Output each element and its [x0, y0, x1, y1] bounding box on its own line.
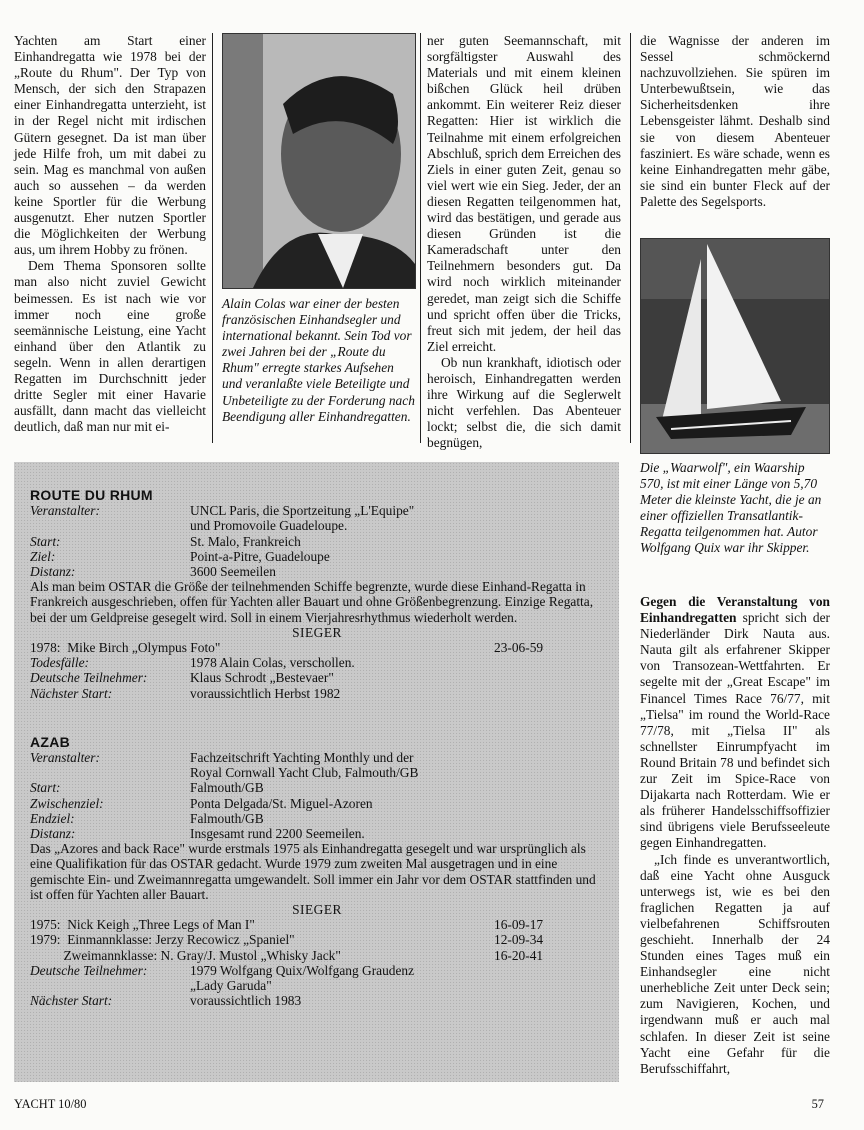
lead-in-bold: Gegen die Veranstaltung von Einhandregatten [640, 594, 830, 626]
info-key: Start: [30, 533, 61, 549]
info-value: Klaus Schrodt „Bestevaer" [190, 670, 334, 686]
winner-time: 23-06-59 [494, 640, 544, 656]
info-value: Falmouth/GB [190, 780, 264, 796]
info-value: Point-a-Pitre, Guadeloupe [190, 548, 330, 564]
info-row [30, 655, 604, 670]
lead-text: spricht sich der Niederländer Dirk Nauta aus. Nauta gilt als erfahrener Skipper von Transozean-Wettfahrten. Er segelte mit der „Great Escape" im Financel Times Race 76/77, mit „Tielsa" im round the World-Race 77/78, mit „Tielsa II" als schnellster Einrumpfyacht im Round Britain 78 und befindet sich zur Zeit im Spice-Race von Dijakarta nach Rotterdam. Wie er als früherer Handelsschiffsoffizier sind übrigens viele Berufsseeleute gegen Einhandregatten. [640, 610, 830, 851]
info-row [30, 978, 604, 993]
info-row [30, 564, 604, 579]
info-key: Veranstalter: [30, 750, 100, 766]
info-key: Nächster Start: [30, 993, 113, 1009]
info-value: 1978 Alain Colas, verschollen. [190, 655, 355, 671]
info-key: Todesfälle: [30, 655, 90, 671]
info-row [30, 780, 604, 795]
article-column-4b [640, 594, 830, 1077]
footer-magazine: YACHT 10/80 [14, 1097, 87, 1111]
info-value: Ponta Delgada/St. Miguel-Azoren [190, 795, 373, 811]
boat-caption: Die „Waarwolf", ein Waarship 570, ist mit einer Länge von 5,70 Meter die kleinste Yacht, die je an einer offiziellen Transatlantik-Regatta teilgenommen hat. Autor Wolfgang Quix war ihr Skipper. [640, 460, 822, 556]
info-row [30, 503, 604, 518]
article-column-3 [427, 33, 621, 451]
info-row [30, 963, 604, 978]
info-key: Nächster Start: [30, 685, 113, 701]
info-value: Insgesamt rund 2200 Seemeilen. [190, 826, 365, 842]
info-key: Distanz: [30, 826, 76, 842]
paragraph: Yachten am Start einer Einhandregatta wie 1978 bei der „Route du Rhum". Der Typ von Mensch, der sich den Strapazen einer Einhandregatta unterzieht, ist in der Regel nicht mit irdischen Gütern gesegnet. Da ist man über jede Hilfe froh, um mit dabei zu sein. Mag es manchmal von außen auch so aussehen – da werden keine Sportler für die Werbung ausgenutzt. Eher nutzen Sportler die Möglichkeiten der Werbung aus, um ihrem Hobby zu frönen. [14, 33, 206, 258]
route-sieger-heading: SIEGER [292, 624, 342, 640]
paragraph: Dem Thema Sponsoren sollte man also nicht zuviel Gewicht beimessen. Es ist nach wie vor immer noch eine große seemännische Leistung, eine Yacht einhand über den Atlantik zu segeln. Wenn in allen derartigen Regatten im Durchschnitt jeder dritte Segler mit einer Havarie ausfällt, dann macht das vielleicht deutlich, daß man nur mit ei- [14, 258, 206, 435]
info-row [30, 670, 604, 685]
info-row [30, 534, 604, 549]
info-value: Royal Cornwall Yacht Club, Falmouth/GB [190, 765, 419, 781]
winner-time: 12-09-34 [494, 932, 544, 948]
info-row [30, 765, 604, 780]
info-row [30, 811, 604, 826]
info-key [30, 765, 190, 780]
paragraph [640, 594, 830, 852]
azab-sieger-heading: SIEGER [292, 902, 342, 918]
article-column-4 [640, 33, 830, 210]
info-value: Falmouth/GB [190, 810, 264, 826]
info-value: Fachzeitschrift Yachting Monthly und der [190, 750, 414, 766]
info-key: Deutsche Teilnehmer: [30, 962, 148, 978]
paragraph: Ob nun krankhaft, idiotisch oder heroisch, Einhandregatten werden ihre Wirkung auf die Seglerwelt nicht verfehlen. Das Abenteuer lockt; selbst die, die sich damit begnügen, [427, 354, 621, 451]
info-value: und Promovoile Guadeloupe. [190, 518, 348, 534]
info-key [30, 978, 190, 993]
winner-row [30, 640, 604, 655]
info-value: 3600 Seemeilen [190, 564, 276, 580]
paragraph: die Wagnisse der anderen im Sessel schmöckernd nachzuvollziehen. Sie spüren im Unterbewußtsein, wie das Sicherheitsdenken ihre Lebensgeister lähmt. Deshalb sind sie von diesem Abenteuer fasziniert. Es wäre schade, wenn es keine Einhandregatten mehr gäbe, sie sind ein bunter Fleck auf der Palette des Segelsports. [640, 33, 830, 209]
info-row [30, 796, 604, 811]
portrait-caption: Alain Colas war einer der besten französischen Einhandsegler und international bekannt. Sein Tod vor zwei Jahren bei der „Route du Rhum" erregte starkes Aufsehen und veranlaßte viele Beteiligte und Unbeteiligte zu der Forderung nach Beendigung aller Einhandregatten. [222, 296, 415, 424]
article-column-1 [14, 33, 206, 435]
portrait-photo [222, 33, 416, 289]
info-value: voraussichtlich 1983 [190, 993, 302, 1009]
info-value: „Lady Garuda" [190, 978, 272, 994]
winner-row [30, 917, 604, 932]
info-key: Zwischenziel: [30, 795, 104, 811]
boat-photo [640, 238, 830, 454]
winner-row [30, 948, 604, 963]
route-title: ROUTE DU RHUM [30, 487, 153, 503]
azab-title: AZAB [30, 733, 71, 750]
paragraph: ner guten Seemannschaft, mit sorgfältigster Auswahl des Materials und mit einem kleinen bißchen Glück heil drüben ankommt. Ein weiterer Reiz dieser Regatten: Hier ist wirklich die Teilnahme mit einem erfolgreichen Abschluß, sprich dem Erreichen des Ziels in einer guten Zeit, genau so viel wert wie ein Sieg. Jeder, der an diesen Regatten teilgenommen hat, wird das bestätigen, und gerade aus diesen Gründen ist die Kameradschaft unter den Teilnehmern besonders gut. Da wird noch wirklich miteinander geredet, man zeigt sich die Schiffe und spricht offen über die Tricks, freut sich mit jedem, der heil das Ziel erreicht. [427, 33, 621, 354]
route-description: Als man beim OSTAR die Größe der teilnehmenden Schiffe begrenzte, wurde diese Einhand-Regatta in Frankreich ausgeschrieben, offen für Yachten aller Bauart und ohne Größenbegrenzung. Einzige Regatta, bei der um Geldpreise gesegelt wird. Soll in einem Vierjahresrhythmus wiederholt werden. [30, 579, 594, 625]
winner-name: 1979: Einmannklasse: Jerzy Recowicz „Spaniel" [30, 932, 295, 948]
info-row [30, 993, 604, 1008]
info-row [30, 826, 604, 841]
azab-description: Das „Azores and back Race" wurde erstmals 1975 als Einhandregatta gesegelt und war ursprünglich als eine Qualifikation für das OSTAR gedacht. Wurde 1979 zum zweiten Mal ausgetragen und in eine gemischte Ein- und Zweimannregatta umgewandelt. Soll immer ein Jahr vor dem OSTAR stattfinden und ist offen für Yachten aller Bauart. [30, 841, 596, 902]
column-divider [212, 33, 213, 443]
info-value: St. Malo, Frankreich [190, 533, 301, 549]
info-key: Veranstalter: [30, 503, 100, 519]
info-value: UNCL Paris, die Sportzeitung „L'Equipe" [190, 503, 415, 519]
info-row [30, 686, 604, 701]
winner-name: 1978: Mike Birch „Olympus Foto" [30, 640, 221, 656]
info-row [30, 750, 604, 765]
info-key: Distanz: [30, 564, 76, 580]
winner-time: 16-09-17 [494, 917, 544, 933]
winner-time: 16-20-41 [494, 947, 544, 963]
info-value: voraussichtlich Herbst 1982 [190, 685, 341, 701]
winner-name: 1975: Nick Keigh „Three Legs of Man I" [30, 917, 255, 933]
winner-row [30, 932, 604, 947]
paragraph: „Ich finde es unverantwortlich, daß eine Yacht ohne Ausguck unterwegs ist, wie es bei den fraglichen Regatten ja auf vielbefahrenen Schiffsrouten geschieht. Innerhalb der 24 Stunden eines Tages muß ein Einhandsegler eine nicht unerhebliche Zeit unter Deck sein; zum Navigieren, Kochen, und irgendwann muß er auch mal schlafen. In dieser Zeit ist seine Yacht eine Gefahr für die Berufsschiffahrt, [640, 851, 830, 1076]
info-key: Ziel: [30, 548, 56, 564]
column-divider [630, 33, 631, 443]
regatta-info-box [14, 462, 619, 1082]
winner-name: Zweimannklasse: N. Gray/J. Mustol „Whisky Jack" [30, 947, 341, 963]
info-key [30, 518, 190, 533]
column-divider [420, 33, 421, 443]
info-key: Start: [30, 780, 61, 796]
info-value: 1979 Wolfgang Quix/Wolfgang Graudenz [190, 962, 415, 978]
info-key: Endziel: [30, 810, 75, 826]
info-row [30, 549, 604, 564]
page-number: 57 [811, 1097, 824, 1111]
info-row [30, 518, 604, 533]
info-key: Deutsche Teilnehmer: [30, 670, 148, 686]
